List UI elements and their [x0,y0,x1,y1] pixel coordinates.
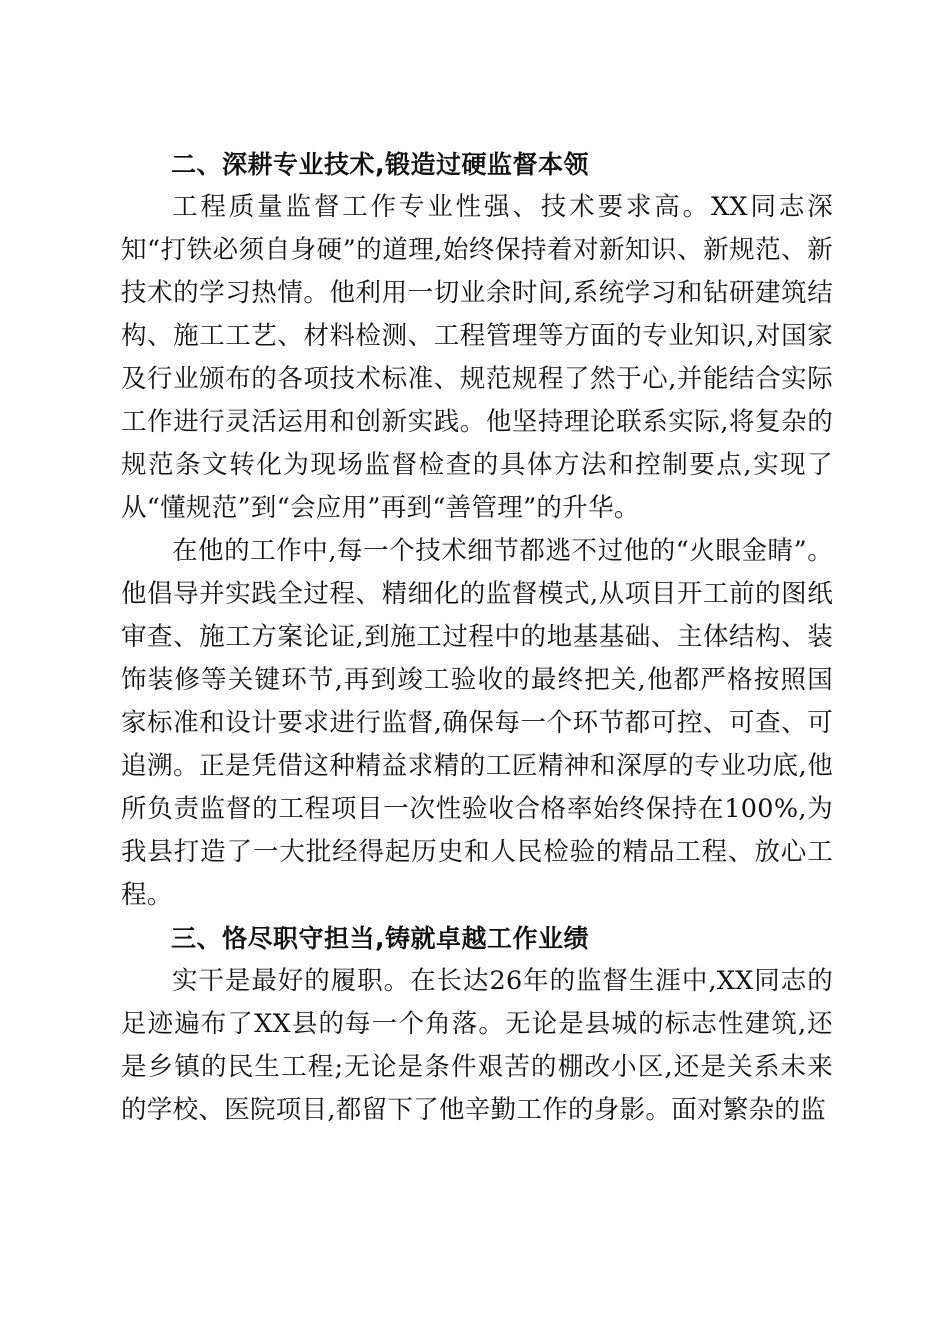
document-body [121,143,833,1132]
paragraph: 在他的工作中,每一个技术细节都逃不过他的“火眼金睛”。他倡导并实践全过程、精细化的监督模式,从项目开工前的图纸审查、施工方案论证,到施工过程中的地基基础、主体结构、装饰装修等关键环节,再到竣工验收的最终把关,他都严格按照国家标准和设计要求进行监督,确保每一个环节都可控、可查、可追溯。正是凭借这种精益求精的工匠精神和深厚的专业功底,他所负责监督的工程项目一次性验收合格率始终保持在100%,为我县打造了一大批经得起历史和人民检验的精品工程、放心工程。 [121,536,833,910]
section-heading-2: 二、深耕专业技术,锻造过硬监督本领 [171,150,589,179]
section-heading-3: 三、恪尽职守担当,铸就卓越工作业绩 [171,924,589,953]
paragraph: 实干是最好的履职。在长达26年的监督生涯中,XX同志的足迹遍布了XX县的每一个角落。无论是县城的标志性建筑,还是乡镇的民生工程;无论是条件艰苦的棚改小区,还是关系未来的学校、医院项目,都留下了他辛勤工作的身影。面对繁杂的监 [121,966,833,1125]
paragraph: 工程质量监督工作专业性强、技术要求高。XX同志深知“打铁必须自身硬”的道理,始终保持着对新知识、新规范、新技术的学习热情。他利用一切业余时间,系统学习和钻研建筑结构、施工工艺、材料检测、工程管理等方面的专业知识,对国家及行业颁布的各项技术标准、规范规程了然于心,并能结合实际工作进行灵活运用和创新实践。他坚持理论联系实际,将复杂的规范条文转化为现场监督检查的具体方法和控制要点,实现了从“懂规范”到“会应用”再到“善管理”的升华。 [121,192,833,523]
